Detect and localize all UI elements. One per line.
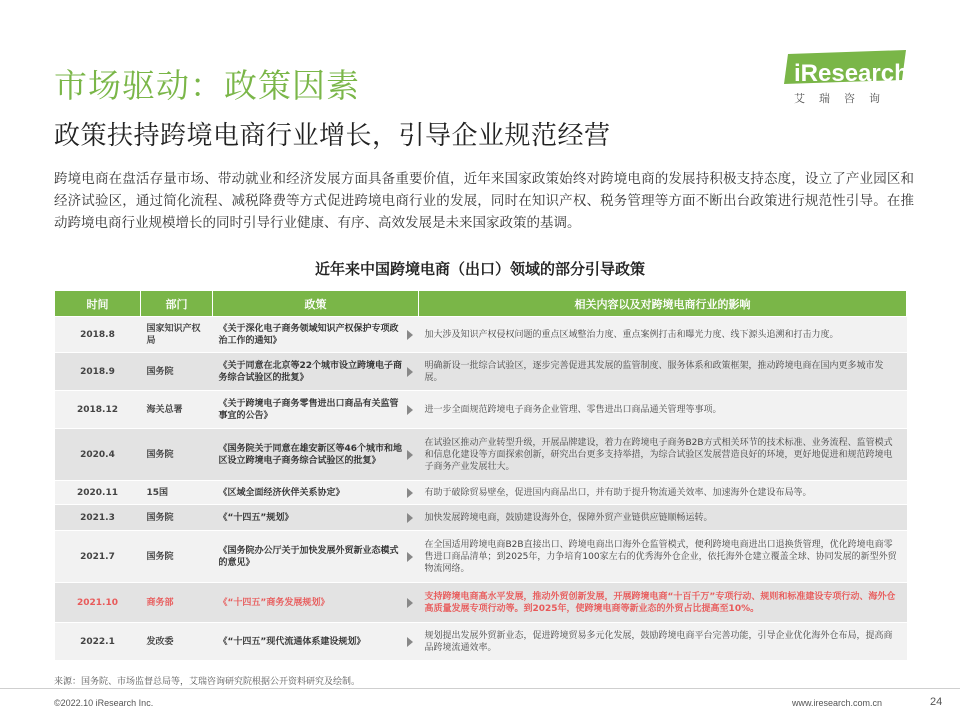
cell-impact: 在全国适用跨境电商B2B直接出口、跨境电商出口海外仓监管模式，便利跨境电商进出口退换货管理，优化跨境电商零售进口商品清单；到2025年，力争培育100家左右的优秀海外仓企业，依托海外仓建立覆盖全球、协同发展的新型外贸物流网络。 xyxy=(419,531,907,583)
cell-time: 2020.11 xyxy=(55,481,141,505)
cell-dept: 国家知识产权局 xyxy=(141,317,213,353)
cell-impact: 加快发展跨境电商，鼓励建设海外仓，保障外贸产业链供应链顺畅运转。 xyxy=(419,505,907,531)
table-row xyxy=(55,623,907,661)
cell-impact: 支持跨境电商高水平发展，推动外贸创新发展，开展跨境电商“十百千万”专项行动、规则和标准建设专项行动、海外仓高质量发展专项行动等。到2025年，使跨境电商等新业态的外贸占比提高至10%。 xyxy=(419,583,907,623)
cell-impact: 加大涉及知识产权侵权问题的重点区域整治力度、重点案例打击和曝光力度、线下源头追溯和打击力度。 xyxy=(419,317,907,353)
cell-time: 2018.8 xyxy=(55,317,141,353)
table-row xyxy=(55,481,907,505)
cell-policy: 《“十四五”商务发展规划》 xyxy=(218,597,330,608)
cell-policy: 《关于深化电子商务领域知识产权保护专项政治工作的通知》 xyxy=(218,323,399,346)
cell-policy: 《国务院关于同意在雄安新区等46个城市和地区设立跨境电子商务综合试验区的批复》 xyxy=(218,443,403,466)
table-row-highlight xyxy=(55,583,907,623)
cell-time: 2018.9 xyxy=(55,353,141,391)
arrow-right-icon xyxy=(407,513,413,523)
iresearch-logo xyxy=(780,50,920,110)
policy-table xyxy=(54,290,907,661)
arrow-right-icon xyxy=(407,637,413,647)
table-row xyxy=(55,391,907,429)
footer-divider xyxy=(0,688,960,689)
cell-policy: 《“十四五”规划》 xyxy=(218,512,294,523)
cell-policy: 《国务院办公厅关于加快发展外贸新业态模式的意见》 xyxy=(218,545,399,568)
table-row xyxy=(55,317,907,353)
cell-impact: 有助于破除贸易壁垒，促进国内商品出口，并有助于提升物流通关效率、加速海外仓建设布局等。 xyxy=(419,481,907,505)
cell-time: 2018.12 xyxy=(55,391,141,429)
table-header-row xyxy=(55,291,907,317)
arrow-right-icon xyxy=(407,367,413,377)
header-time: 时间 xyxy=(55,291,141,317)
logo-text: iResearch xyxy=(794,60,909,87)
cell-dept: 发改委 xyxy=(141,623,213,661)
cell-policy: 《“十四五”现代流通体系建设规划》 xyxy=(218,636,366,647)
cell-time: 2021.10 xyxy=(55,583,141,623)
arrow-right-icon xyxy=(407,450,413,460)
table-title: 近年来中国跨境电商（出口）领域的部分引导政策 xyxy=(314,260,645,278)
cell-dept: 国务院 xyxy=(141,531,213,583)
arrow-right-icon xyxy=(407,552,413,562)
table-row xyxy=(55,429,907,481)
arrow-right-icon xyxy=(407,330,413,340)
source-note: 来源：国务院、市场监督总局等，艾瑞咨询研究院根据公开资料研究及绘制。 xyxy=(54,677,361,687)
cell-dept: 15国 xyxy=(141,481,213,505)
cell-impact: 明确新设一批综合试验区，逐步完善促进其发展的监管制度、服务体系和政策框架，推动跨境电商在国内更多城市发展。 xyxy=(419,353,907,391)
cell-impact: 在试验区推动产业转型升级，开展品牌建设，着力在跨境电子商务B2B方式相关环节的技术标准、业务流程、监管模式和信息化建设等方面探索创新，研究出台更多支持举措，为综合试验区发展营造良好的环境，更好地促进和规范跨境电子商务产业发展壮大。 xyxy=(419,429,907,481)
table-row xyxy=(55,353,907,391)
cell-policy: 《关于跨境电子商务零售进出口商品有关监管事宜的公告》 xyxy=(218,398,399,421)
header-impact: 相关内容以及对跨境电商行业的影响 xyxy=(419,291,907,317)
cell-time: 2020.4 xyxy=(55,429,141,481)
cell-time: 2021.7 xyxy=(55,531,141,583)
website-url: www.iresearch.com.cn xyxy=(792,698,883,708)
cell-dept: 国务院 xyxy=(141,429,213,481)
logo-cn-text: 艾瑞咨询 xyxy=(794,92,894,105)
header-dept: 部门 xyxy=(141,291,213,317)
table-row xyxy=(55,531,907,583)
page-title: 市场驱动：政策因素 xyxy=(54,66,360,105)
header-policy: 政策 xyxy=(213,291,419,317)
cell-policy: 《区域全面经济伙伴关系协定》 xyxy=(218,487,345,498)
cell-dept: 海关总署 xyxy=(141,391,213,429)
cell-policy: 《关于同意在北京等22个城市设立跨境电子商务综合试验区的批复》 xyxy=(218,360,403,383)
page-subtitle: 政策扶持跨境电商行业增长，引导企业规范经营 xyxy=(54,121,611,151)
cell-time: 2022.1 xyxy=(55,623,141,661)
page-number: 24 xyxy=(930,696,943,708)
intro-paragraph: 跨境电商在盘活存量市场、带动就业和经济发展方面具备重要价值，近年来国家政策始终对跨境电商的发展持积极支持态度，设立了产业园区和经济试验区，通过简化流程、减税降费等方式促进跨境电商行业的发展，同时在知识产权、税务管理等方面不断出台政策进行规范性引导。在推动跨境电商行业规模增长的同时引导行业健康、有序、高效发展是未来国家政策的基调。 xyxy=(54,171,914,231)
cell-dept: 国务院 xyxy=(141,505,213,531)
cell-time: 2021.3 xyxy=(55,505,141,531)
table-row xyxy=(55,505,907,531)
cell-impact: 进一步全面规范跨境电子商务企业管理、零售进出口商品通关管理等事项。 xyxy=(419,391,907,429)
copyright: ©2022.10 iResearch Inc. xyxy=(54,698,154,708)
cell-dept: 国务院 xyxy=(141,353,213,391)
arrow-right-icon xyxy=(407,488,413,498)
cell-impact: 规划提出发展外贸新业态，促进跨境贸易多元化发展，鼓励跨境电商平台完善功能，引导企业优化海外仓布局，提高商品跨境流通效率。 xyxy=(419,623,907,661)
arrow-right-icon xyxy=(407,405,413,415)
arrow-right-icon xyxy=(407,598,413,608)
cell-dept: 商务部 xyxy=(141,583,213,623)
